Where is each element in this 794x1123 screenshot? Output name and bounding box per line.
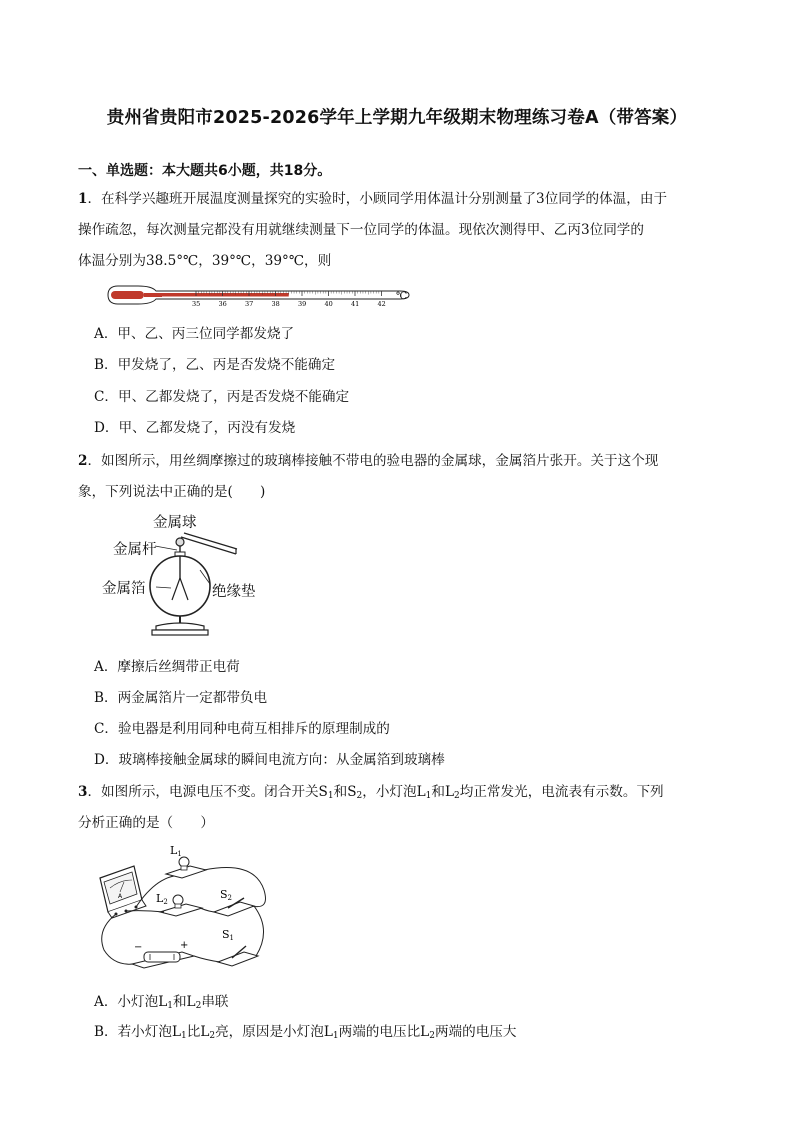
battery <box>132 952 194 968</box>
label-insulating-pad: 绝缘垫 <box>212 584 256 600</box>
label-s1: S1 <box>222 928 235 942</box>
label-plus: + <box>180 940 189 951</box>
glass-rod <box>181 537 236 554</box>
circuit-figure <box>94 840 284 974</box>
thermometer-tick-label: 40 <box>324 300 333 308</box>
q2-option-a: A．摩擦后丝绸带正电荷 <box>94 659 240 675</box>
q1-number: 1 <box>78 191 88 207</box>
thermometer-unit: ℃ <box>396 291 408 302</box>
thermometer-tick-label: 35 <box>192 300 201 308</box>
page-title: 贵州省贵阳市2025-2026学年上学期九年级期末物理练习卷A（带答案） <box>106 108 688 128</box>
thermometer-tick-label: 42 <box>377 300 386 308</box>
label-metal-rod: 金属杆 <box>113 542 157 558</box>
thermometer-tick-label: 41 <box>351 300 360 308</box>
q3-line-1: 3．如图所示，电源电压不变。闭合开关$S_1$和$S_2$，小灯泡$L_1$和$L_2$均正常发光，电流表有示数。下列 <box>78 784 664 801</box>
base-stand <box>156 623 204 630</box>
q1-option-a: A．甲、乙、丙三位同学都发烧了 <box>94 326 295 342</box>
q2-line-1: 2．如图所示，用丝绸摩擦过的玻璃棒接触不带电的验电器的金属球，金属箔片张开。关于这个现 <box>78 453 659 469</box>
q3-option-a: A．小灯泡$L_1$和$L_2$串联 <box>94 994 229 1011</box>
q2-option-c: C．验电器是利用同种电荷互相排斥的原理制成的 <box>94 721 390 737</box>
label-minus: − <box>134 942 143 953</box>
section-heading: 一、单选题：本大题共6小题，共18分。 <box>78 163 332 179</box>
switch-s1 <box>218 946 258 966</box>
label-l2: L2 <box>156 892 168 906</box>
label-l1: L1 <box>170 844 182 858</box>
q1-line-3: 体温分别为38.5°℃，39°℃，39°℃，则 <box>78 253 332 269</box>
q3-line-2: 分析正确的是（ ） <box>78 815 214 831</box>
thermometer-tick-label: 38 <box>271 300 280 308</box>
q2-number: 2 <box>78 453 88 469</box>
thermometer-tick-label: 37 <box>245 300 254 308</box>
thermometer-mercury-column <box>162 293 289 297</box>
q2-option-d: D．玻璃棒接触金属球的瞬间电流方向：从金属箔到玻璃棒 <box>94 752 445 768</box>
q3-option-b: B．若小灯泡$L_1$比$L_2$亮，原因是小灯泡$L_1$两端的电压比$L_2$两端的电压大 <box>94 1024 517 1041</box>
label-metal-foil: 金属箔 <box>102 581 146 597</box>
label-s2: S2 <box>220 888 233 902</box>
q1-line-2: 操作疏忽，每次测量完都没有用就继续测量下一位同学的体温。现依次测得甲、乙丙3位同学的 <box>78 222 644 238</box>
thermometer-figure <box>104 281 414 309</box>
bulb-l1 <box>166 857 206 878</box>
q3-number: 3 <box>78 784 88 800</box>
thermometer-tick-label: 39 <box>298 300 307 308</box>
label-metal-ball: 金属球 <box>153 515 197 531</box>
svg-text:A: A <box>118 893 123 900</box>
thermometer-tick-label: 36 <box>218 300 227 308</box>
q1-option-c: C．甲、乙都发烧了，丙是否发烧不能确定 <box>94 389 350 405</box>
q2-option-b: B．两金属箔片一定都带负电 <box>94 690 268 706</box>
metal-foil-left <box>172 578 180 600</box>
q1-option-b: B．甲发烧了，乙、丙是否发烧不能确定 <box>94 357 336 373</box>
metal-ball <box>176 538 184 546</box>
q2-line-2: 象，下列说法中正确的是( ) <box>78 484 266 500</box>
thermometer-bulb <box>111 291 144 299</box>
metal-foil-right <box>180 578 188 600</box>
q1-option-d: D．甲、乙都发烧了，丙没有发烧 <box>94 420 296 436</box>
q1-line-1: 1．在科学兴趣班开展温度测量探究的实验时，小顾同学用体温计分别测量了3位同学的体温，由于 <box>78 191 668 207</box>
